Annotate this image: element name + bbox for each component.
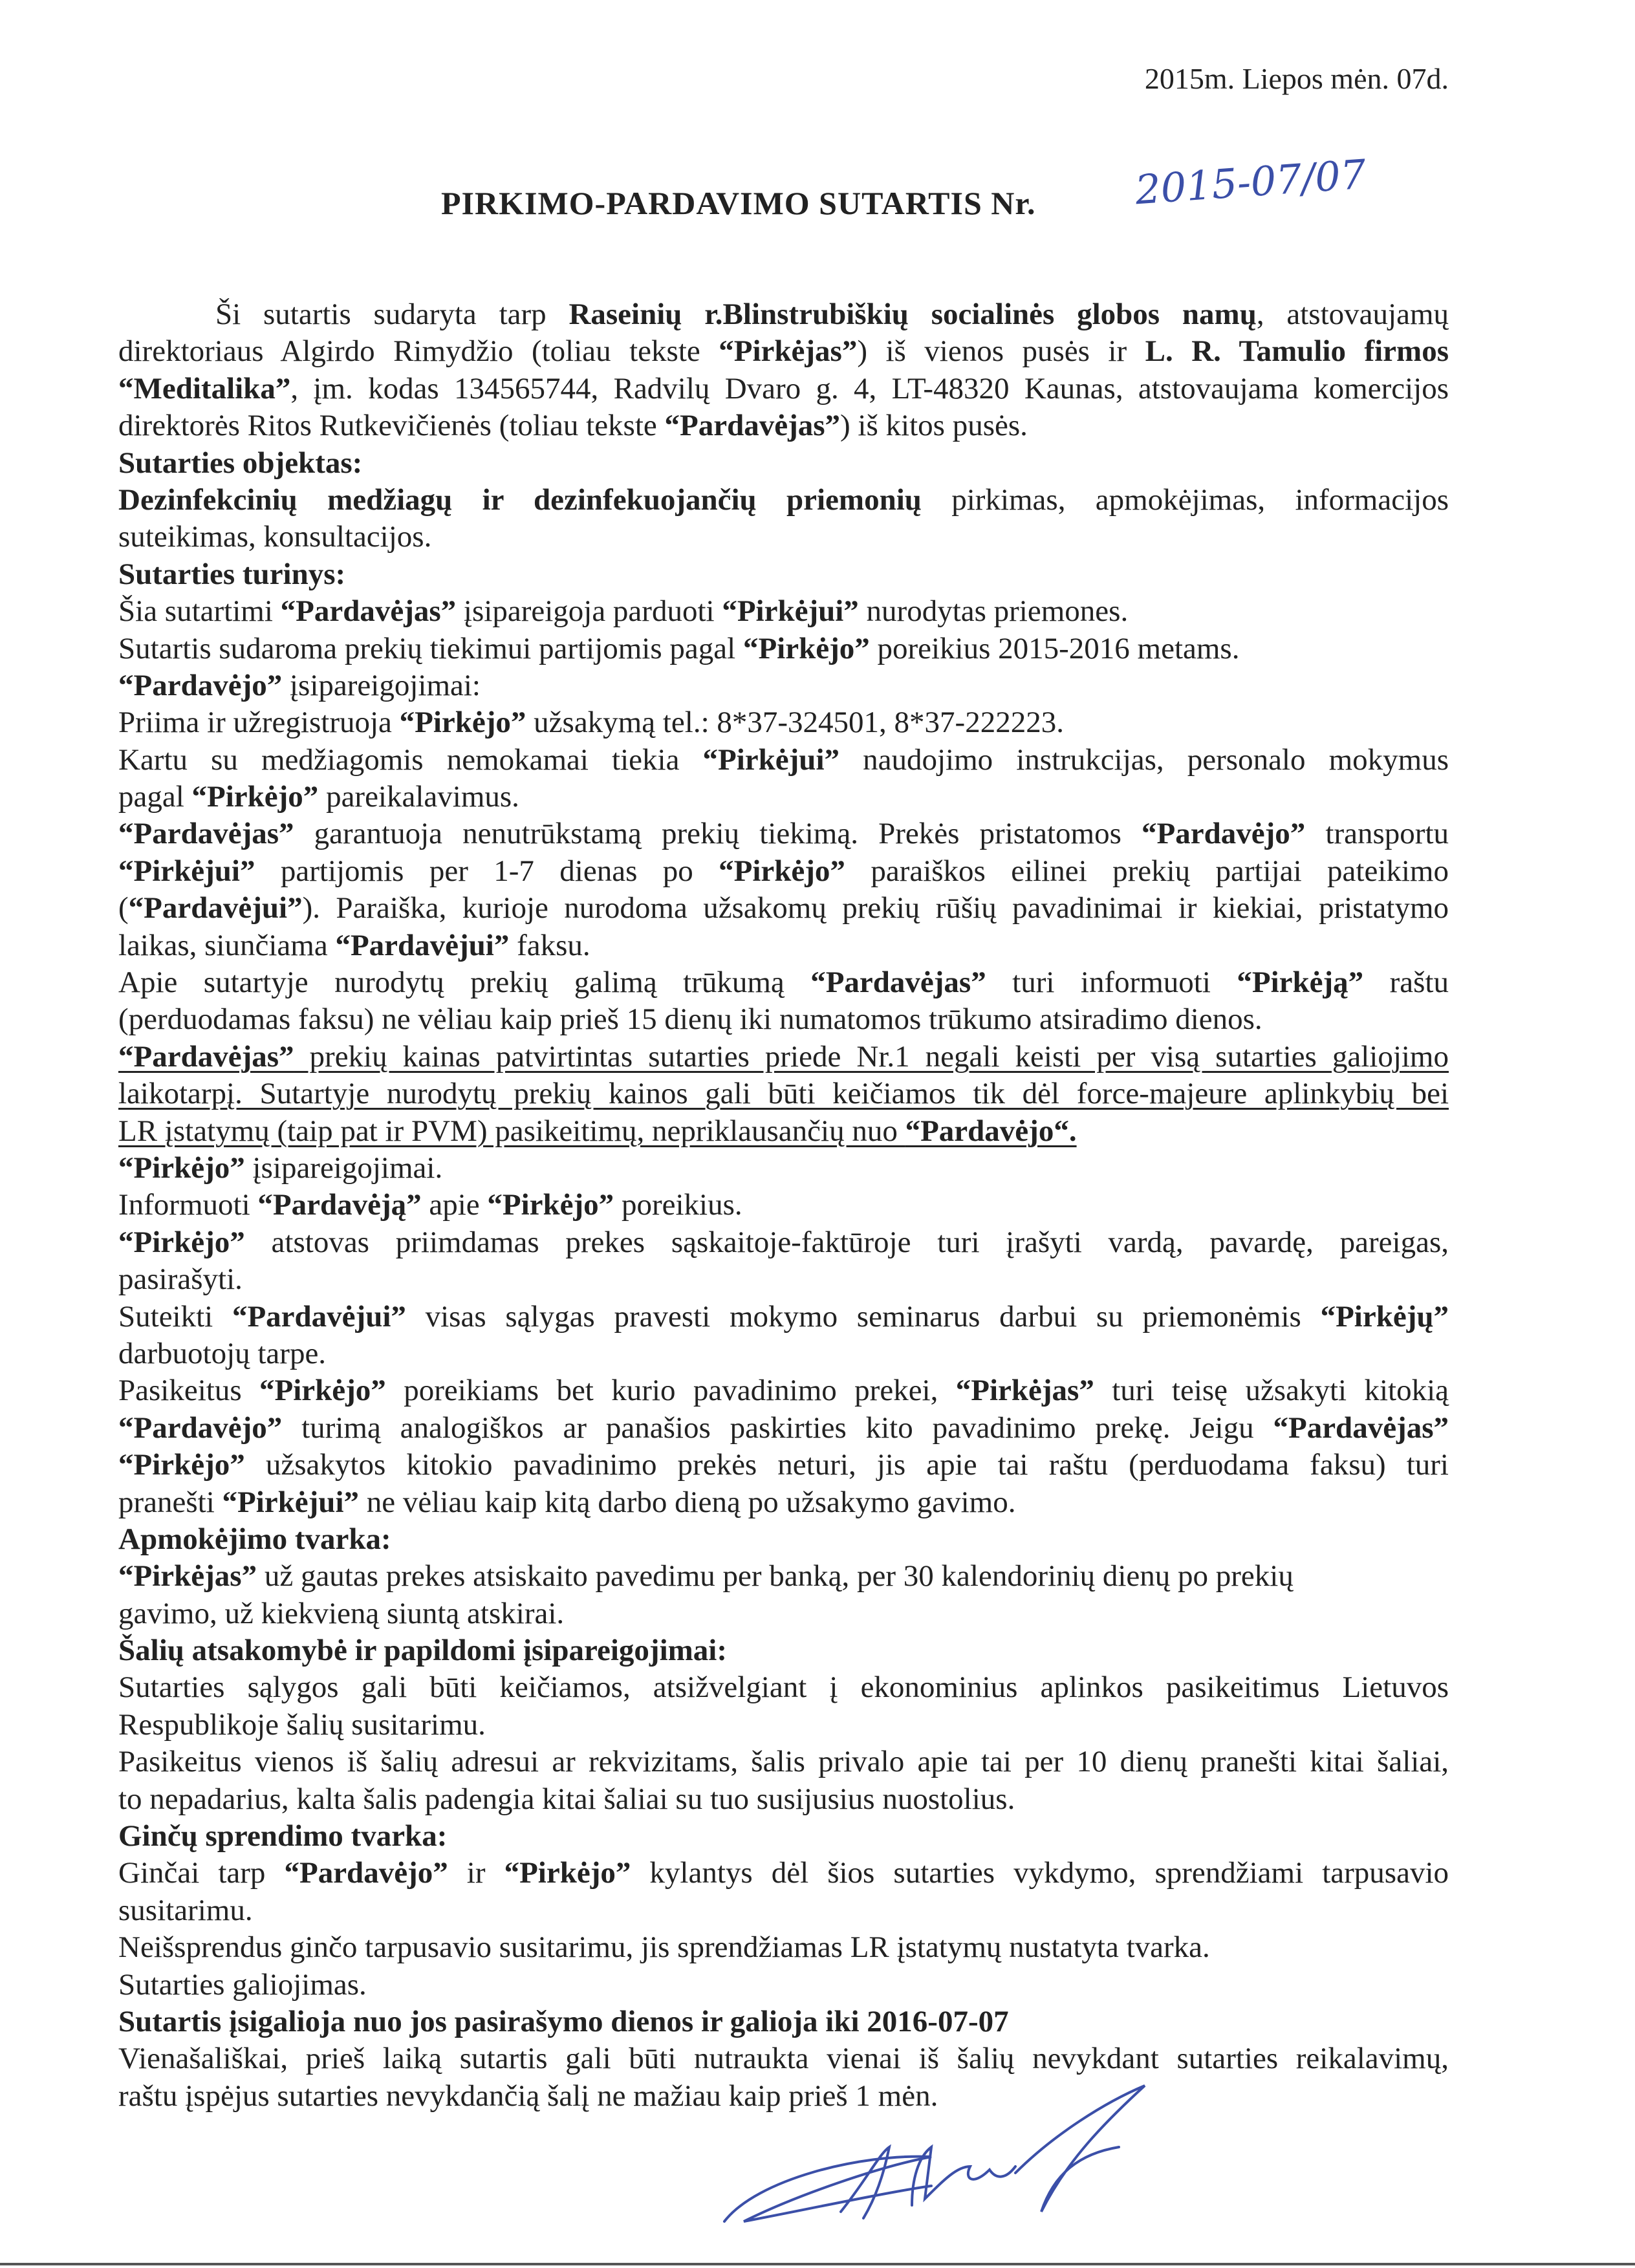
text-line <box>118 1039 1449 1075</box>
bold-text: Raseinių r.Blinstrubiškių socialinės globos namų <box>568 297 1257 331</box>
bold-text: “Pirkėjo” <box>118 1448 245 1482</box>
text-line <box>118 1632 1449 1669</box>
bold-text: “Pirkėjui” <box>702 742 840 777</box>
bold-text: “Pirkėjų” <box>1320 1299 1449 1334</box>
text-line <box>118 556 1449 593</box>
bold-text: “Pardavėjas” <box>810 966 986 1000</box>
text-run: apie <box>421 1188 488 1222</box>
text-run: pirkimas, apmokėjimas, informacijos <box>921 482 1449 517</box>
text-run: partijomis per 1-7 dienas po <box>255 854 719 888</box>
bold-text: Sutartis įsigalioja nuo jos pasirašymo dienos ir galioja iki 2016-07-07 <box>118 2004 1009 2038</box>
text-line <box>118 1818 1449 1855</box>
bold-text: Šalių atsakomybė ir papildomi įsipareigojimai: <box>118 1634 727 1668</box>
text-line <box>118 1187 1449 1224</box>
text-run: Priima ir užregistruoja <box>118 706 400 740</box>
text-run: turi teisę užsakyti kitokią <box>1094 1374 1449 1408</box>
text-line <box>118 1595 1449 1632</box>
text-run: transportu <box>1305 817 1449 851</box>
text-line <box>118 1521 1449 1558</box>
text-run: , įm. kodas 134565744, Radvilų Dvaro g. 4, LT-48320 Kaunas, atstovaujama komercijos <box>290 371 1449 405</box>
text-run: Sutarties galiojimas. <box>118 1967 367 2002</box>
bold-text: “Pirkėjo” <box>742 631 870 665</box>
text-line <box>118 1892 1449 1929</box>
bold-text: “Pirkėjui” <box>722 594 859 629</box>
text-run: Šia sutartimi <box>118 594 281 629</box>
bold-text: “Meditalika” <box>118 371 291 405</box>
text-line <box>118 1744 1449 1780</box>
bold-text: Sutarties objektas: <box>118 446 363 480</box>
text-run: poreikius 2015-2016 metams. <box>869 631 1240 665</box>
bold-text: “Pirkėjas” <box>955 1374 1094 1408</box>
text-run: faksu. <box>509 928 590 962</box>
text-line <box>118 445 1449 482</box>
bold-text: “Pirkėjo” <box>719 854 845 888</box>
bold-text: “Pardavėjui” <box>128 891 303 925</box>
text-run: ( <box>118 891 129 925</box>
text-run: Sutartis sudaroma prekių tiekimui partijomis pagal <box>118 631 743 665</box>
text-line <box>118 407 1449 444</box>
text-run: visas sąlygas pravesti mokymo seminarus darbui su priemonėmis <box>406 1299 1321 1334</box>
text-line <box>118 1410 1449 1447</box>
text-line <box>118 371 1449 407</box>
text-run: direktoriaus Algirdo Rimydžio (toliau tekste <box>118 334 719 369</box>
text-line <box>118 593 1449 630</box>
text-run: suteikimas, konsultacijos. <box>118 520 432 554</box>
text-line <box>118 1261 1449 1298</box>
text-line <box>118 1335 1449 1372</box>
text-line <box>118 1967 1449 2003</box>
text-line <box>118 667 1449 704</box>
text-run: ). Paraiška, kurioje nurodoma užsakomų prekių rūšių pavadinimai ir kiekiai, pristatymo <box>302 891 1449 925</box>
text-line <box>118 1150 1449 1187</box>
text-line <box>118 482 1449 519</box>
text-line <box>118 1372 1449 1409</box>
text-run: poreikiams bet kurio pavadinimo prekei, <box>385 1374 956 1408</box>
bold-text: “Pirkėjo” <box>487 1188 614 1222</box>
bold-text: “Pirkėjo” <box>259 1374 386 1408</box>
text-run: raštu <box>1363 966 1449 1000</box>
text-line <box>118 1929 1449 1966</box>
text-run: užsakymą tel.: 8*37-324501, 8*37-222223. <box>526 706 1064 740</box>
bold-text: “Pirkėjui” <box>118 854 255 888</box>
bold-text: “Pirkėją” <box>1237 966 1364 1000</box>
text-run: pasirašyti. <box>118 1262 243 1297</box>
text-run: gavimo, už kiekvieną siuntą atskirai. <box>118 1596 565 1630</box>
text-run: laikotarpį. Sutartyje nurodytų prekių kainos gali būti keičiamos tik dėl force-majeure aplinkybių bei <box>118 1077 1449 1111</box>
handwritten-contract-number: 2015-07/07 <box>1133 150 1368 214</box>
signature <box>718 2082 1158 2238</box>
text-run: atstovas priimdamas prekes sąskaitoje-faktūroje turi įrašyti vardą, pavardę, pareigas, <box>244 1225 1449 1259</box>
text-run: įsipareigojimai. <box>244 1150 443 1185</box>
text-line <box>118 1558 1449 1595</box>
bold-text: “Pardavėjui” <box>335 928 510 962</box>
text-line <box>118 631 1449 667</box>
bold-text: L. R. Tamulio firmos <box>1145 334 1449 369</box>
text-line <box>118 2040 1449 2077</box>
bold-text: “Pirkėjas” <box>719 334 858 369</box>
text-line <box>118 296 1449 333</box>
bold-text: “Pardavėjo“. <box>905 1114 1077 1148</box>
text-run: turimą analogiškos ar panašios paskirties kito pavadinimo prekę. Jeigu <box>282 1410 1273 1445</box>
text-line <box>118 1224 1449 1261</box>
text-line <box>118 1447 1449 1484</box>
text-line <box>118 1855 1449 1892</box>
text-run: Informuoti <box>118 1188 258 1222</box>
bold-text: “Pardavėjui” <box>232 1299 406 1334</box>
bold-text: “Pardavėjo” <box>118 1410 283 1445</box>
text-line <box>118 1299 1449 1335</box>
text-run: Kartu su medžiagomis nemokamai tiekia <box>118 742 703 777</box>
text-run: direktorės Ritos Rutkevičienės (toliau tekste <box>118 409 665 443</box>
text-run: prekių kainas patvirtintas sutarties priede Nr.1 negali keisti per visą sutarties galiojimo <box>294 1039 1449 1074</box>
text-run: ir <box>448 1856 504 1890</box>
text-line <box>118 2003 1449 2040</box>
bold-text: “Pardavėjas” <box>118 1039 294 1074</box>
bold-text: Dezinfekcinių medžiagų ir dezinfekuojančių priemonių <box>118 482 922 517</box>
text-line <box>118 1781 1449 1818</box>
text-run: susitarimu. <box>118 1893 253 1927</box>
text-run: darbuotojų tarpe. <box>118 1336 327 1370</box>
bold-text: “Pirkėjo” <box>118 1225 245 1259</box>
text-line <box>118 704 1449 741</box>
text-line <box>118 1075 1449 1112</box>
text-run: įsipareigojimai: <box>282 668 481 702</box>
text-line <box>118 333 1449 370</box>
text-line <box>118 742 1449 779</box>
text-line <box>118 890 1449 927</box>
bold-text: “Pardavėjas” <box>1273 1410 1449 1445</box>
text-run: naudojimo instrukcijas, personalo mokymus <box>839 742 1449 777</box>
text-run: Apie sutartyje nurodytų prekių galimą trūkumą <box>118 966 811 1000</box>
bold-text: “Pardavėjas” <box>664 409 841 443</box>
text-run: poreikius. <box>614 1188 742 1222</box>
text-run: Ši sutartis sudaryta tarp <box>215 297 569 331</box>
text-run: , atstovaujamų <box>1256 297 1449 331</box>
text-run: garantuoja nenutrūkstamą prekių tiekimą. Prekės pristatomos <box>294 817 1142 851</box>
page-title: PIRKIMO-PARDAVIMO SUTARTIS Nr. <box>441 185 1036 221</box>
text-run: Respublikoje šalių susitarimu. <box>118 1707 486 1742</box>
scan-edge <box>0 2263 1635 2265</box>
text-run: užsakytos kitokio pavadinimo prekės neturi, jis apie tai raštu (perduodama faksu) turi <box>244 1448 1449 1482</box>
bold-text: “Pardavėją” <box>257 1188 422 1222</box>
text-run: Pasikeitus <box>118 1374 260 1408</box>
bold-text: “Pardavėjo” <box>284 1856 448 1890</box>
text-run: pranešti <box>118 1485 222 1519</box>
text-run: įsipareigoja parduoti <box>456 594 722 629</box>
bold-text: Ginčų sprendimo tvarka: <box>118 1819 448 1853</box>
text-run: pareikalavimus. <box>318 780 519 814</box>
text-run: ) iš vienos pusės ir <box>857 334 1145 369</box>
text-line <box>118 779 1449 815</box>
text-run: Vienašališkai, prieš laiką sutartis gali būti nutraukta vienai iš šalių nevykdant sutarties reikalavimų, <box>118 2042 1449 2076</box>
text-run: Ginčai tarp <box>118 1856 285 1890</box>
text-run: raštu įspėjus sutarties nevykdančią šalį ne mažiau kaip prieš 1 mėn. <box>118 2079 938 2113</box>
bold-text: “Pirkėjas” <box>118 1559 257 1593</box>
text-line <box>118 1113 1449 1150</box>
text-run: pagal <box>118 780 192 814</box>
document-date: 2015m. Liepos mėn. 07d. <box>1144 62 1449 95</box>
text-run: Neišsprendus ginčo tarpusavio susitarimu, jis sprendžiamas LR įstatymų nustatyta tvarka. <box>118 1930 1210 1965</box>
text-run: ) iš kitos pusės. <box>840 409 1028 443</box>
bold-text: “Pirkėjo” <box>191 780 319 814</box>
text-line <box>118 815 1449 852</box>
bold-text: “Pardavėjas” <box>118 817 294 851</box>
bold-text: “Pirkėjo” <box>399 706 526 740</box>
bold-text: “Pirkėjo” <box>118 1150 245 1185</box>
text-run: kylantys dėl šios sutarties vykdymo, sprendžiami tarpusavio <box>631 1856 1449 1890</box>
text-line <box>118 1484 1449 1521</box>
text-run: (perduodamas faksu) ne vėliau kaip prieš 15 dienų iki numatomos trūkumo atsiradimo dienos. <box>118 1002 1262 1037</box>
text-run: ne vėliau kaip kitą darbo dieną po užsakymo gavimo. <box>359 1485 1016 1519</box>
text-line <box>118 1669 1449 1706</box>
text-run: laikas, siunčiama <box>118 928 336 962</box>
bold-text: “Pirkėjo” <box>504 1856 631 1890</box>
bold-text: Sutarties turinys: <box>118 557 346 591</box>
text-line <box>118 853 1449 890</box>
bold-text: “Pardavėjo” <box>1142 817 1306 851</box>
text-run: paraiškos eilinei prekių partijai pateikimo <box>845 854 1449 888</box>
bold-text: “Pardavėjo” <box>118 668 283 702</box>
text-line <box>118 927 1449 964</box>
text-run: Sutarties sąlygos gali būti keičiamos, atsižvelgiant į ekonominius aplinkos pasikeitimus Lietuvos <box>118 1670 1449 1705</box>
text-line <box>118 519 1449 556</box>
text-run: už gautas prekes atsiskaito pavedimu per banką, per 30 kalendorinių dienų po prekių <box>257 1559 1294 1593</box>
text-line <box>118 964 1449 1001</box>
bold-text: “Pirkėjui” <box>222 1485 360 1519</box>
text-line <box>118 1001 1449 1038</box>
contract-body <box>118 296 1449 2115</box>
text-line <box>118 1707 1449 1744</box>
text-run: turi informuoti <box>986 966 1237 1000</box>
bold-text: Apmokėjimo tvarka: <box>118 1522 391 1556</box>
bold-text: “Pardavėjas” <box>280 594 457 629</box>
text-run: to nepadarius, kalta šalis padengia kitai šaliai su tuo susijusius nuostolius. <box>118 1782 1015 1816</box>
text-run: nurodytas priemones. <box>858 594 1129 629</box>
text-run: LR įstatymų (taip pat ir PVM) pasikeitimų, nepriklausančių nuo <box>118 1114 905 1148</box>
text-run: Suteikti <box>118 1299 232 1334</box>
text-run: Pasikeitus vienos iš šalių adresui ar rekvizitams, šalis privalo apie tai per 10 dienų pranešti kitai šaliai, <box>118 1745 1449 1779</box>
